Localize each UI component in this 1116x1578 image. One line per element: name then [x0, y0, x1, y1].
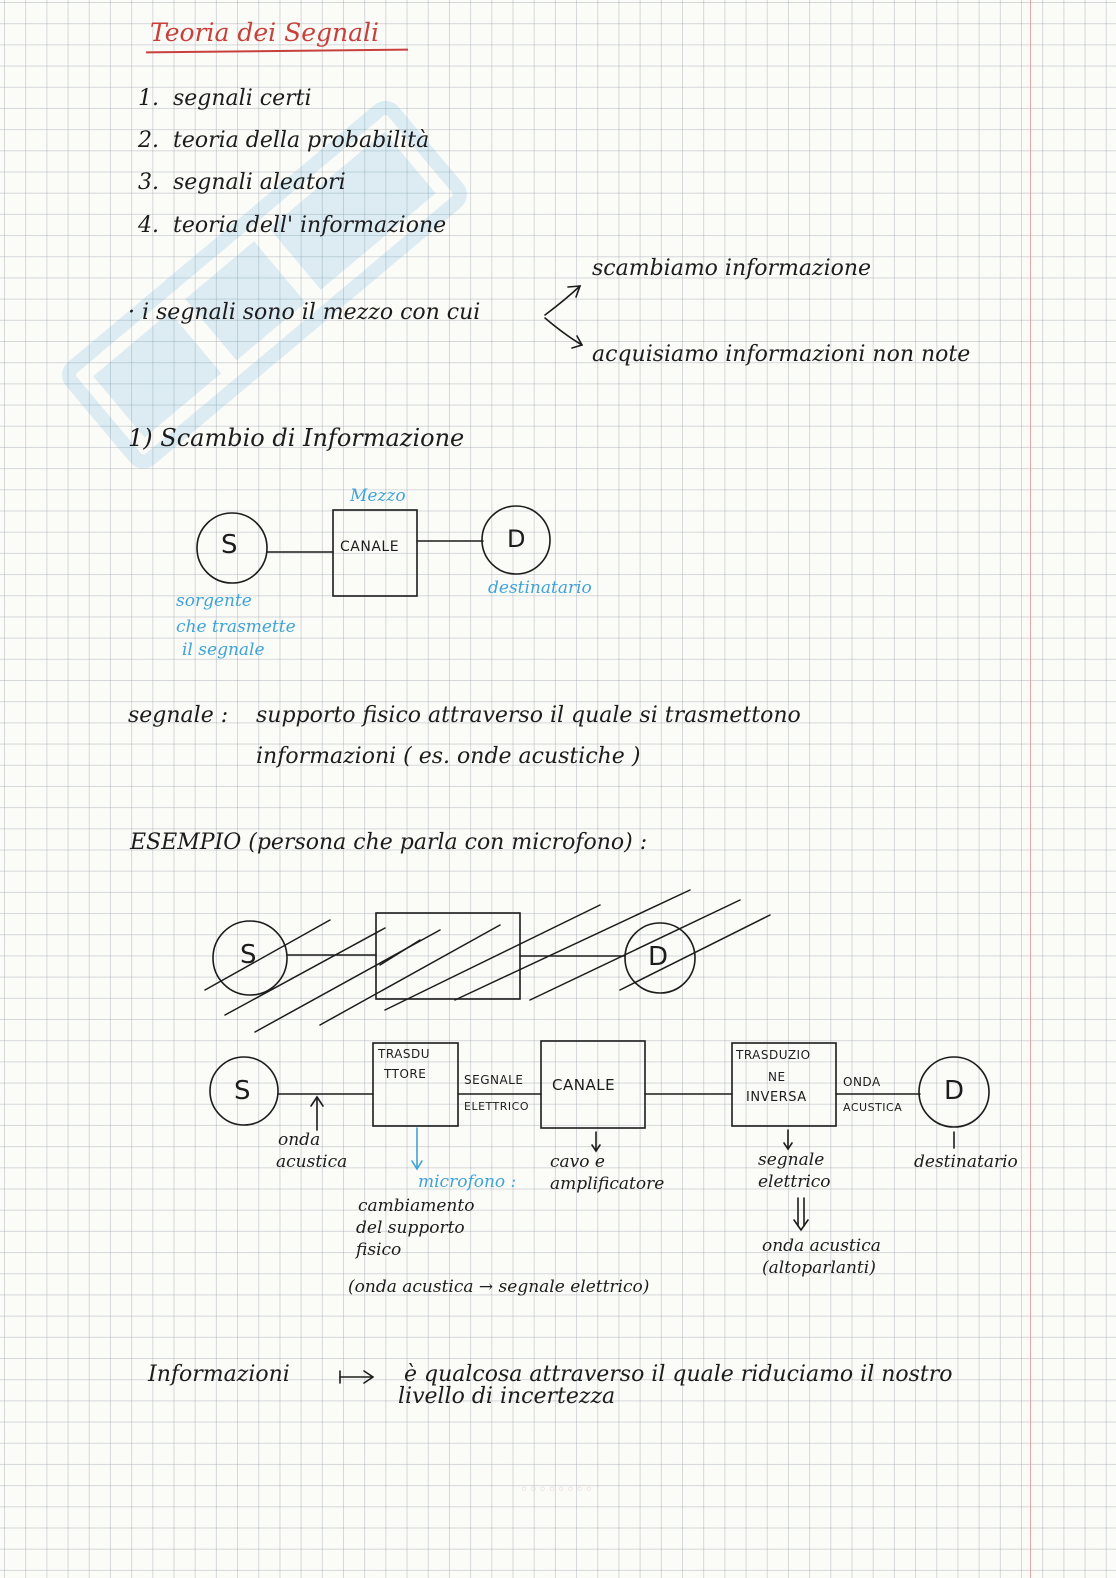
- dest-node-label: D: [507, 525, 526, 553]
- cavo-note: amplificatore: [550, 1174, 665, 1194]
- onda-acustica-label: ACUSTICA: [843, 1101, 903, 1114]
- microfono-note: del supporto: [356, 1218, 465, 1238]
- intro-stem: · i segnali sono il mezzo con cui: [128, 300, 481, 325]
- information-line: livello di incertezza: [398, 1384, 616, 1409]
- list-number: 2.: [138, 128, 159, 153]
- list-number: 3.: [138, 170, 159, 195]
- source-node: [197, 513, 267, 583]
- list-text: segnali certi: [173, 86, 312, 111]
- microfono-note: cambiamento: [358, 1196, 475, 1216]
- source-note-line: sorgente: [176, 591, 252, 611]
- source-node: [213, 921, 287, 995]
- mezzo-label: Mezzo: [350, 486, 406, 506]
- intro-branch-bottom: acquisiamo informazioni non note: [592, 342, 971, 367]
- cavo-note: cavo e: [550, 1152, 605, 1172]
- inversa-note: elettrico: [758, 1172, 831, 1192]
- definition-line: supporto fisico attraverso il quale si trasmettono: [256, 703, 801, 728]
- channel-box: [333, 510, 417, 596]
- list-text: teoria della probabilità: [173, 128, 430, 153]
- definition-term: segnale :: [128, 703, 229, 728]
- trasduzione-box: [732, 1043, 836, 1126]
- dest-note: destinatario: [914, 1152, 1018, 1172]
- source-node-label: S: [221, 530, 238, 560]
- source-node: [210, 1057, 278, 1125]
- microfono-note: fisico: [356, 1240, 402, 1260]
- source-node-label: S: [240, 940, 257, 970]
- channel-box: [541, 1041, 645, 1128]
- microfono-label: microfono :: [418, 1172, 517, 1192]
- trasduzione-label: TRASDUZIO: [736, 1048, 811, 1062]
- trasduttore-label: TTORE: [384, 1067, 427, 1081]
- section-heading: 1) Scambio di Informazione: [128, 424, 465, 452]
- list-text: segnali aleatori: [173, 170, 346, 195]
- page-title: Teoria dei Segnali: [150, 18, 380, 47]
- intro-branch-top: scambiamo informazione: [592, 256, 872, 281]
- trasduzione-label: INVERSA: [746, 1090, 807, 1105]
- footer-watermark: ◦◦◦◦◦◦◦◦: [520, 1482, 595, 1498]
- definition-line: informazioni ( es. onde acustiche ): [256, 744, 641, 769]
- channel-label: CANALE: [552, 1076, 616, 1094]
- information-line: è qualcosa attraverso il quale riduciamo il nostro: [404, 1362, 953, 1387]
- dest-node-label: D: [944, 1076, 965, 1106]
- source-node-label: S: [234, 1076, 251, 1106]
- segnale-elettrico-label: ELETTRICO: [464, 1100, 529, 1113]
- dest-node-label: D: [648, 942, 669, 972]
- dest-note: destinatario: [488, 578, 592, 598]
- onda-acustica-label: ONDA: [843, 1075, 881, 1089]
- inversa-note: segnale: [758, 1150, 825, 1170]
- branch-arrow-bottom: [545, 318, 582, 345]
- list-text: teoria dell' informazione: [173, 213, 447, 238]
- information-term: Informazioni: [148, 1362, 290, 1387]
- example-heading: ESEMPIO (persona che parla con microfono) :: [130, 830, 648, 855]
- strike-through-hatching: [205, 890, 770, 1032]
- source-note-line: che trasmette: [176, 617, 296, 637]
- onda-note: acustica: [276, 1152, 348, 1172]
- channel-label: CANALE: [340, 539, 400, 555]
- trasduzione-label: NE: [768, 1070, 786, 1084]
- list-number: 1.: [138, 86, 159, 111]
- trasduttore-box: [373, 1043, 458, 1126]
- branch-arrow-top: [545, 286, 580, 315]
- inversa-result: (altoparlanti): [762, 1258, 876, 1278]
- source-note-line: il segnale: [182, 640, 265, 660]
- inversa-result: onda acustica: [762, 1236, 881, 1256]
- dest-node: [919, 1057, 989, 1127]
- list-number: 4.: [138, 213, 159, 238]
- dest-node: [482, 506, 550, 574]
- onda-note: onda: [278, 1130, 321, 1150]
- trasduttore-label: TRASDU: [378, 1047, 431, 1061]
- segnale-elettrico-label: SEGNALE: [464, 1073, 524, 1087]
- microfono-paren: (onda acustica → segnale elettrico): [348, 1277, 650, 1297]
